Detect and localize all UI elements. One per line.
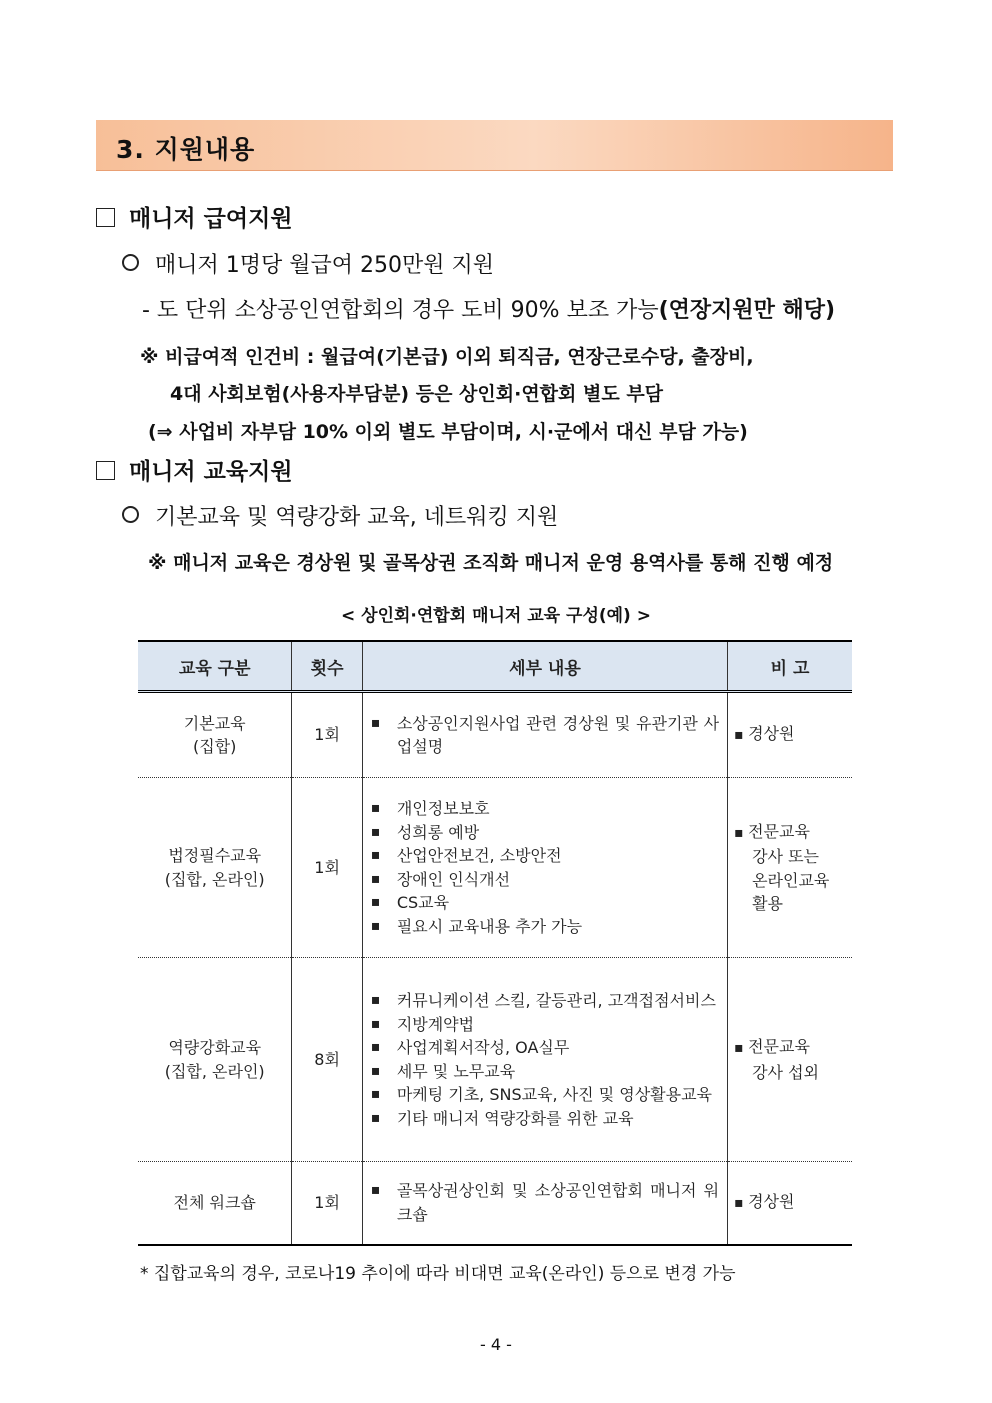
row-category: 기본교육 (집합) bbox=[138, 692, 292, 778]
detail-item: ▪ 소상공인지원사업 관련 경상원 및 유관기관 사업설명 bbox=[369, 712, 719, 759]
education-item: 기본교육 및 역량강화 교육, 네트워킹 지원 bbox=[122, 500, 558, 531]
square-bullet-icon: ▪ bbox=[734, 1195, 744, 1211]
row-remark: ▪ 전문교육 강사 섭외 bbox=[728, 958, 852, 1162]
checkbox-square-icon bbox=[96, 208, 115, 227]
page-number: - 4 - bbox=[480, 1335, 512, 1354]
detail-item: ▪ 사업계획서작성, OA실무 bbox=[369, 1036, 719, 1060]
detail-item: ▪ CS교육 bbox=[369, 891, 719, 915]
row-count: 1회 bbox=[292, 692, 362, 778]
row-count: 8회 bbox=[292, 958, 362, 1162]
row-remark: ▪ 경상원 bbox=[728, 1162, 852, 1245]
salary-sub-item: - 도 단위 소상공인연합회의 경우 도비 90% 보조 가능(연장지원만 해당) bbox=[142, 298, 836, 323]
detail-item: ▪ 성희롱 예방 bbox=[369, 821, 719, 845]
row-category: 전체 워크숍 bbox=[138, 1162, 292, 1245]
row-details bbox=[362, 778, 727, 958]
row-count: 1회 bbox=[292, 778, 362, 958]
detail-item: ▪ 개인정보보호 bbox=[369, 797, 719, 821]
salary-note-line-2: 4대 사회보험(사용자부담분) 등은 상인회·연합회 별도 부담 bbox=[170, 383, 664, 405]
row-count: 1회 bbox=[292, 1162, 362, 1245]
salary-note-line-1: ※ 비급여적 인건비 : 월급여(기본급) 이외 퇴직금, 연장근로수당, 출장비, bbox=[140, 346, 754, 368]
table-row bbox=[138, 958, 852, 1162]
row-details bbox=[362, 692, 727, 778]
detail-item: ▪ 커뮤니케이션 스킬, 갈등관리, 고객접점서비스 bbox=[369, 989, 719, 1013]
row-category: 법정필수교육 (집합, 온라인) bbox=[138, 778, 292, 958]
square-bullet-icon: ▪ bbox=[734, 1040, 744, 1056]
detail-item: ▪ 필요시 교육내용 추가 가능 bbox=[369, 915, 719, 939]
detail-item: ▪ 장애인 인식개선 bbox=[369, 868, 719, 892]
header-details: 세부 내용 bbox=[362, 641, 727, 692]
header-category: 교육 구분 bbox=[138, 641, 292, 692]
detail-item: ▪ 지방계약법 bbox=[369, 1013, 719, 1037]
row-category: 역량강화교육 (집합, 온라인) bbox=[138, 958, 292, 1162]
circle-bullet-icon bbox=[122, 506, 139, 523]
salary-note-line-3: (⇒ 사업비 자부담 10% 이외 별도 부담이며, 시·군에서 대신 부담 가능) bbox=[148, 421, 748, 443]
header-count: 횟수 bbox=[292, 641, 362, 692]
detail-item: ▪ 산업안전보건, 소방안전 bbox=[369, 844, 719, 868]
education-note: ※ 매니저 교육은 경상원 및 골목상권 조직화 매니저 운영 용역사를 통해 진행 예정 bbox=[148, 552, 834, 574]
header-remark: 비 고 bbox=[728, 641, 852, 692]
detail-item: ▪ 마케팅 기초, SNS교육, 사진 및 영상활용교육 bbox=[369, 1083, 719, 1107]
checkbox-square-icon bbox=[96, 461, 115, 480]
section-title: 3. 지원내용 bbox=[116, 135, 256, 164]
detail-item: ▪ 골목상권상인회 및 소상공인연합회 매니저 워크숍 bbox=[369, 1179, 719, 1226]
detail-item: ▪ 기타 매니저 역량강화를 위한 교육 bbox=[369, 1107, 719, 1131]
row-details bbox=[362, 1162, 727, 1245]
row-details bbox=[362, 958, 727, 1162]
salary-item: 매니저 1명당 월급여 250만원 지원 bbox=[122, 248, 494, 279]
education-heading: 매니저 교육지원 bbox=[96, 453, 293, 486]
education-table bbox=[138, 640, 852, 1246]
table-row bbox=[138, 692, 852, 778]
table-header-row bbox=[138, 641, 852, 692]
row-remark: ▪ 경상원 bbox=[728, 692, 852, 778]
table-row bbox=[138, 1162, 852, 1245]
square-bullet-icon: ▪ bbox=[734, 824, 744, 841]
footnote: * 집합교육의 경우, 코로나19 추이에 따라 비대면 교육(온라인) 등으로 변경 가능 bbox=[140, 1264, 736, 1284]
table-caption: < 상인회·연합회 매니저 교육 구성(예) > bbox=[341, 606, 651, 626]
row-remark: ▪ 전문교육 강사 또는 온라인교육 활용 bbox=[728, 778, 852, 958]
salary-heading: 매니저 급여지원 bbox=[96, 200, 293, 233]
circle-bullet-icon bbox=[122, 254, 139, 271]
section-header bbox=[96, 120, 893, 171]
detail-item: ▪ 세무 및 노무교육 bbox=[369, 1060, 719, 1084]
square-bullet-icon: ▪ bbox=[734, 727, 744, 744]
table-row bbox=[138, 778, 852, 958]
